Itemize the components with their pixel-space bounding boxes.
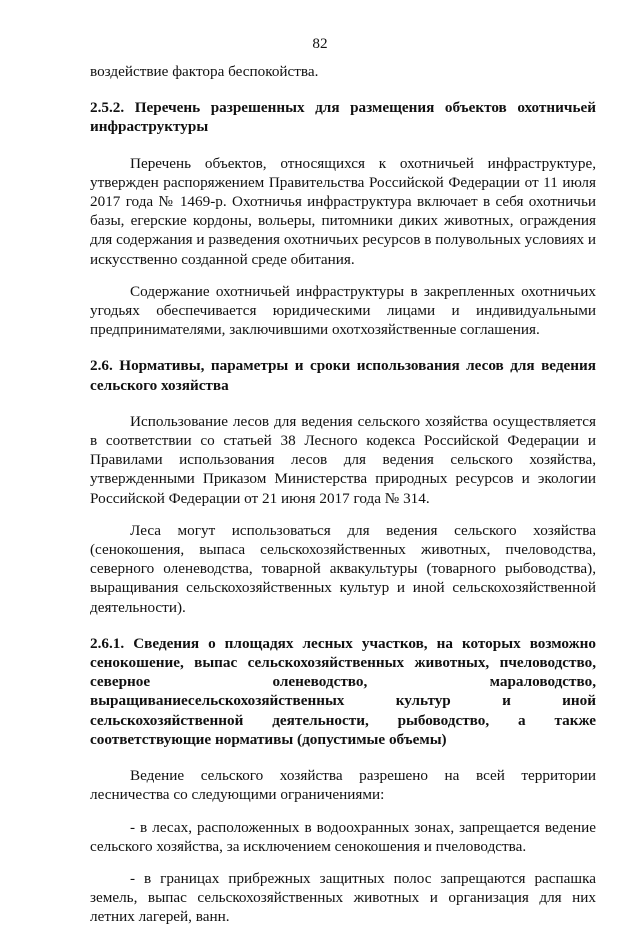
heading-2-5-2: 2.5.2. Перечень разрешенных для размещения объектов охотничьей инфраструктуры	[90, 99, 596, 136]
page-content	[90, 62, 596, 927]
paragraph-continuation: воздействие фактора беспокойства.	[90, 63, 319, 80]
heading-2-6-1: 2.6.1. Сведения о площадях лесных участков, на которых возможно сенокошение, выпас сельскохозяйственных животных, пчеловодство, северное оленеводство, мараловодство, выращиваниесельскохозяйственных культур и иной сельскохозяйственной деятельности, рыбоводство, а также соответствующие нормативы (допустимые объемы)	[90, 634, 596, 748]
paragraph-agriculture-legal-basis: Использование лесов для ведения сельского хозяйства осуществляется в соответствии со статьей 38 Лесного кодекса Российской Федерации и Правилами использования лесов для ведения сельского хозяйства, утвержденными Приказом Министерства природных ресурсов и экологии Российской Федерации от 21 июня 2017 года № 314.	[90, 412, 596, 507]
paragraph-agriculture-uses: Леса могут использоваться для ведения сельского хозяйства (сенокошения, выпаса сельскохозяйственных животных, пчеловодства, северного оленеводства, товарной аквакультуры (товарного рыбоводства), выращивания сельскохозяйственных культур и иной сельскохозяйственной деятельности).	[90, 521, 596, 616]
paragraph-agriculture-restrictions-intro: Ведение сельского хозяйства разрешено на всей территории лесничества со следующими ограничениями:	[90, 767, 596, 804]
list-item-water-protection-zones: - в лесах, расположенных в водоохранных зонах, запрещается ведение сельского хозяйства, за исключением сенокошения и пчеловодства.	[90, 818, 596, 855]
paragraph-hunting-infrastructure-maintenance: Содержание охотничьей инфраструктуры в закрепленных охотничьих угодьях обеспечивается юридическими лицами и индивидуальными предпринимателями, заключившими охотхозяйственные соглашения.	[90, 282, 596, 339]
heading-2-6: 2.6. Нормативы, параметры и сроки использования лесов для ведения сельского хозяйства	[90, 357, 596, 394]
page-number: 82	[312, 35, 328, 52]
list-item-coastal-protective-strips: - в границах прибрежных защитных полос запрещаются распашка земель, выпас сельскохозяйственных животных и организация для них летних лагерей, ванн.	[90, 869, 596, 926]
paragraph-hunting-infrastructure-list: Перечень объектов, относящихся к охотничьей инфраструктуре, утвержден распоряжением Правительства Российской Федерации от 11 июля 2017 года № 1469-р. Охотничья инфраструктура включает в себя охотничьи базы, егерские кордоны, вольеры, питомники диких животных, ограждения для содержания и разведения охотничьих ресурсов в полувольных условиях и искусственно созданной среде обитания.	[90, 154, 596, 268]
